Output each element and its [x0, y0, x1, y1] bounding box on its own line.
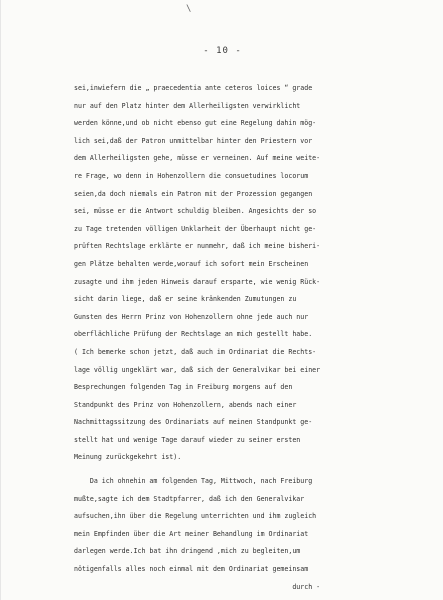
text-line: Gunsten des Herrn Prinz von Hohenzollern ohne jede auch nur	[74, 312, 309, 321]
text-line: zu Tage tretenden völligen Unklarheit der Überhaupt nicht ge-	[74, 224, 317, 233]
text-line: ( Ich bemerke schon jetzt, daß auch im Ordinariat die Rechts-	[74, 347, 317, 356]
text-line: seien,da doch niemals ein Patron mit der Prozession gegangen	[74, 189, 313, 198]
paragraph-2	[74, 473, 426, 596]
text-line: Da ich ohnehin am folgenden Tag, Mittwoch, nach Freiburg	[74, 477, 313, 486]
text-line: lich sei,daß der Patron unmittelbar hinter den Priestern vor	[74, 136, 313, 145]
text-line: stellt hat und wenige Tage darauf wieder zu seiner ersten	[74, 435, 301, 444]
text-line: sei, müsse er die Antwort schuldig bleiben. Angesichts der so	[74, 207, 317, 216]
text-line: mein Empfinden über die Art meiner Behandlung im Ordinariat	[74, 529, 309, 538]
text-line: Nachmittagssitzung des Ordinariats auf meinen Standpunkt ge-	[74, 418, 313, 427]
text-line: zusagte und ihm jeden Hinweis darauf ersparte, wie wenig Rück-	[74, 277, 321, 286]
scan-mark: \	[186, 4, 192, 14]
text-line: dem Allerheiligsten gehe, müsse er verneinen. Auf meine weite-	[74, 154, 321, 163]
text-line: sicht darin liege, daß er seine kränkenden Zumutungen zu	[74, 295, 297, 304]
text-line: gen Plätze behalten werde,worauf ich sofort mein Erscheinen	[74, 259, 309, 268]
body-text	[74, 80, 426, 596]
text-line: Standpunkt des Prinz von Hohenzollern, abends nach einer	[74, 400, 297, 409]
text-line: Besprechungen folgenden Tag in Freiburg morgens auf den	[74, 383, 293, 392]
text-line: werden könne,und ob nicht ebenso gut eine Regelung dahin mög-	[74, 119, 317, 128]
text-line: lage völlig ungeklärt war, daß sich der Generalvikar bei einer	[74, 365, 321, 374]
text-line: darlegen werde.Ich bat ihn dringend ,mich zu begleiten,um	[74, 547, 301, 556]
paragraph-1	[74, 80, 426, 467]
text-line: mußte,sagte ich dem Stadtpfarrer, daß ich den Generalvikar	[74, 494, 305, 503]
text-line: Meinung zurückgekehrt ist).	[74, 453, 182, 462]
text-line: nötigenfalls alles noch einmal mit dem Ordinariat gemeinsam	[74, 565, 309, 574]
text-line: aufsuchen,ihn über die Regelung unterrichten und ihm zugleich	[74, 512, 317, 521]
text-line: nur auf den Platz hinter dem Allerheiligsten verwirklicht	[74, 101, 301, 110]
text-line: prüften Rechtslage erklärte er nunmehr, daß ich meine bisheri-	[74, 242, 321, 251]
text-line: oberflächliche Prüfung der Rechtslage an mich gestellt habe.	[74, 330, 313, 339]
text-line: durch -	[74, 582, 321, 591]
page-number: - 10 -	[203, 46, 242, 56]
text-line: sei,inwiefern die „ praecedentia ante ceteros loices “ grade	[74, 84, 313, 92]
text-line: re Frage, wo denn in Hohenzollern die consuetudines locorum	[74, 171, 309, 180]
